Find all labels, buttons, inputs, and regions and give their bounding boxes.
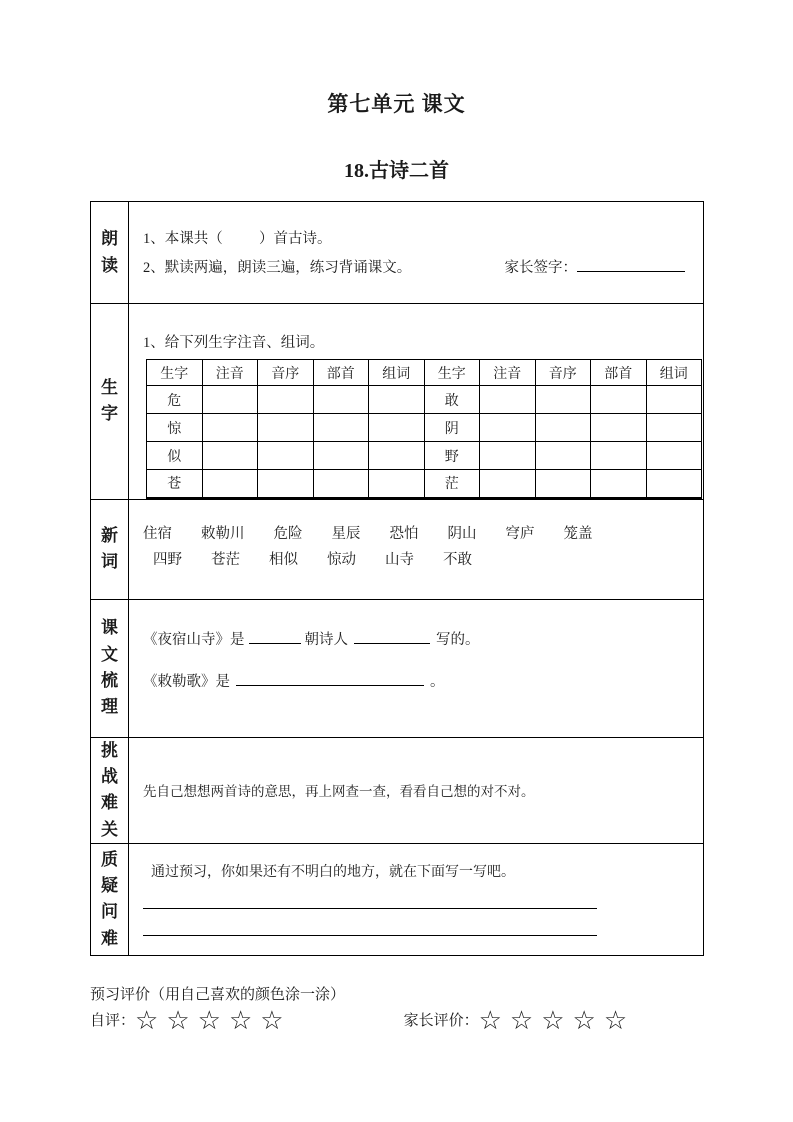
radical-blank-cell[interactable] [591, 442, 647, 470]
dynasty-blank[interactable] [249, 627, 301, 644]
pinyin-blank-cell[interactable] [202, 442, 258, 470]
new-words-line-1: 住宿 敕勒川 危险 星辰 恐怕 阴山 穹庐 笼盖 [143, 525, 593, 542]
outline-sentence-1-post: 写的。 [436, 631, 480, 648]
order-blank-cell[interactable] [535, 470, 591, 498]
self-rating-stars[interactable]: ☆☆☆☆☆ [135, 1005, 292, 1036]
row-label-questions [91, 844, 129, 955]
char-cell: 惊 [147, 414, 203, 442]
char-cell: 似 [147, 442, 203, 470]
row-new-words [91, 500, 703, 600]
row-label-characters [91, 304, 129, 499]
radical-blank-cell[interactable] [313, 442, 369, 470]
col-header-word: 组词 [369, 360, 425, 386]
parent-rating-stars[interactable]: ☆☆☆☆☆ [478, 1005, 636, 1036]
self-rating-group [90, 1005, 292, 1036]
evaluation-heading: 预习评价（用自己喜欢的颜色涂一涂） [90, 986, 346, 1003]
outline-sentence-2-post: 。 [430, 673, 445, 690]
pinyin-blank-cell[interactable] [480, 442, 536, 470]
order-blank-cell[interactable] [535, 386, 591, 414]
col-header-radical: 部首 [591, 360, 647, 386]
parent-signature-blank[interactable] [577, 255, 685, 272]
col-header-char: 生字 [147, 360, 203, 386]
col-header-pinyin: 注音 [202, 360, 258, 386]
col-header-radical: 部首 [313, 360, 369, 386]
reading-item-2: 2、默读两遍，朗读三遍，练习背诵课文。 [143, 260, 412, 276]
row-text-outline [91, 600, 703, 738]
row-label-reading [91, 202, 129, 303]
challenge-content [129, 738, 703, 843]
reading-content [129, 202, 703, 303]
questions-content [129, 844, 703, 955]
order-blank-cell[interactable] [535, 442, 591, 470]
parent-rating-group [403, 1005, 636, 1036]
outline-sentence-2 [143, 669, 703, 691]
parent-signature-label: 家长签字： [504, 260, 577, 276]
word-blank-cell[interactable] [646, 470, 702, 498]
row-label-new-words [91, 500, 129, 599]
new-words-content [129, 500, 703, 599]
pinyin-blank-cell[interactable] [480, 414, 536, 442]
radical-blank-cell[interactable] [313, 386, 369, 414]
text-outline-content [129, 600, 703, 737]
outline-sentence-1-pre: 《夜宿山寺》是 [143, 631, 245, 648]
radical-blank-cell[interactable] [313, 414, 369, 442]
order-blank-cell[interactable] [258, 386, 314, 414]
radical-blank-cell[interactable] [591, 386, 647, 414]
question-writing-line-2[interactable] [143, 935, 597, 936]
row-label-questions-text: 质疑问难 [101, 849, 118, 948]
characters-instruction: 1、给下列生字注音、组词。 [143, 335, 325, 351]
challenge-text: 先自己想想两首诗的意思，再上网查一查，看看自己想的对不对。 [143, 784, 535, 800]
row-challenge [91, 738, 703, 844]
radical-blank-cell[interactable] [313, 470, 369, 498]
word-blank-cell[interactable] [646, 442, 702, 470]
page-title: 第七单元 课文 [327, 92, 466, 116]
col-header-order: 音序 [535, 360, 591, 386]
row-label-reading-text: 朗读 [101, 229, 118, 275]
character-table-row [147, 414, 702, 442]
outline-sentence-2-pre: 《敕勒歌》是 [143, 673, 230, 690]
parent-signature-group [505, 254, 686, 283]
col-header-char: 生字 [424, 360, 480, 386]
reading-item-1: 1、本课共（ ）首古诗。 [143, 231, 332, 247]
character-table-row [147, 386, 702, 414]
outline-sentence-1-mid: 朝诗人 [304, 631, 348, 648]
order-blank-cell[interactable] [258, 414, 314, 442]
row-label-challenge [91, 738, 129, 843]
word-blank-cell[interactable] [646, 386, 702, 414]
pinyin-blank-cell[interactable] [202, 470, 258, 498]
row-label-new-words-text: 新词 [101, 525, 118, 571]
row-label-challenge-text: 挑战难关 [101, 740, 118, 839]
character-table-row [147, 442, 702, 470]
char-cell: 野 [424, 442, 480, 470]
row-label-characters-text: 生字 [101, 377, 118, 424]
char-cell: 茫 [424, 470, 480, 498]
evaluation-stars-line [90, 1005, 793, 1036]
col-header-order: 音序 [258, 360, 314, 386]
reading-item-2-line [143, 254, 703, 283]
char-cell: 敢 [424, 386, 480, 414]
word-blank-cell[interactable] [369, 414, 425, 442]
outline-sentence-1 [143, 627, 703, 649]
radical-blank-cell[interactable] [591, 414, 647, 442]
char-cell: 苍 [147, 470, 203, 498]
poet-blank[interactable] [354, 627, 430, 644]
order-blank-cell[interactable] [535, 414, 591, 442]
pinyin-blank-cell[interactable] [202, 386, 258, 414]
characters-content [129, 304, 703, 499]
row-label-text-outline [91, 600, 129, 737]
word-blank-cell[interactable] [369, 470, 425, 498]
col-header-word: 组词 [646, 360, 702, 386]
char-cell: 危 [147, 386, 203, 414]
worksheet-table [90, 201, 704, 956]
character-table [146, 359, 702, 499]
pinyin-blank-cell[interactable] [480, 386, 536, 414]
self-rating-label: 自评： [90, 1013, 136, 1030]
pinyin-blank-cell[interactable] [480, 470, 536, 498]
questions-prompt: 通过预习，你如果还有不明白的地方，就在下面写一写吧。 [151, 864, 515, 880]
pinyin-blank-cell[interactable] [202, 414, 258, 442]
char-cell: 阴 [424, 414, 480, 442]
radical-blank-cell[interactable] [591, 470, 647, 498]
evaluation-section [90, 983, 793, 1036]
question-writing-line-1[interactable] [143, 908, 597, 909]
character-table-row [147, 470, 702, 498]
character-table-header-row [147, 360, 702, 386]
col-header-pinyin: 注音 [480, 360, 536, 386]
row-questions [91, 844, 703, 955]
new-words-line-2: 四野 苍茫 相似 惊动 山寺 不敢 [153, 551, 472, 568]
word-blank-cell[interactable] [369, 442, 425, 470]
word-blank-cell[interactable] [369, 386, 425, 414]
order-blank-cell[interactable] [258, 470, 314, 498]
row-label-text-outline-text: 课文梳理 [101, 618, 118, 717]
order-blank-cell[interactable] [258, 442, 314, 470]
word-blank-cell[interactable] [646, 414, 702, 442]
row-characters [91, 304, 703, 500]
lesson-title: 18.古诗二首 [344, 160, 449, 182]
song-description-blank[interactable] [236, 669, 424, 686]
row-reading [91, 202, 703, 304]
parent-rating-label: 家长评价： [403, 1013, 479, 1030]
